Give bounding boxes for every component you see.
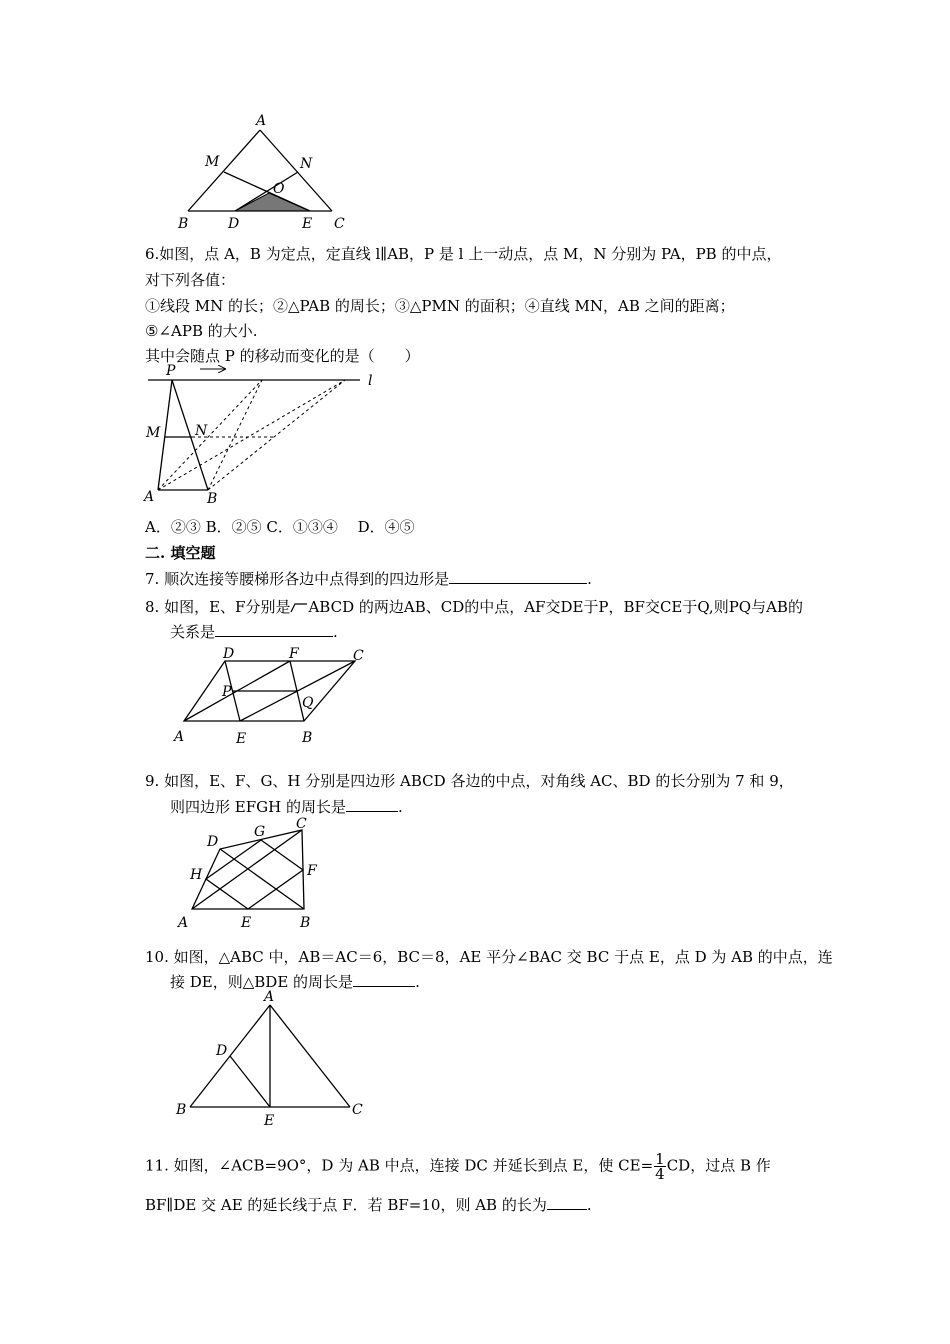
label-c: C	[296, 816, 307, 832]
q6-options: A．②③ B．②⑤ C．①③④ D．④⑤	[145, 518, 415, 536]
label-p: P	[166, 363, 176, 379]
q9-answer-blank[interactable]	[346, 797, 398, 812]
q8-answer-blank[interactable]	[215, 622, 333, 637]
label-b: B	[176, 1102, 187, 1118]
label-a: A	[264, 989, 275, 1005]
q11-line1	[145, 1152, 771, 1181]
q11-line2	[145, 1195, 592, 1215]
label-d: D	[207, 834, 219, 850]
figure-q5	[170, 112, 360, 234]
label-d: D	[228, 216, 240, 232]
q11-end: .	[586, 1196, 592, 1214]
q9-line1: 9. 如图，E、F、G、H 分别是四边形 ABCD 各边的中点，对角线 AC、BD 的长分别为 7 和 9，	[145, 772, 794, 790]
figure-q8	[170, 645, 380, 745]
q8-end: .	[333, 623, 338, 641]
label-e: E	[236, 731, 247, 747]
label-e: E	[302, 216, 313, 232]
q7-answer-blank[interactable]	[449, 569, 587, 584]
label-n: N	[195, 423, 208, 439]
label-h: H	[190, 867, 203, 883]
parallelogram-icon	[290, 603, 308, 613]
label-m: M	[146, 425, 161, 441]
q7-end: .	[587, 570, 592, 588]
figure-q10	[170, 988, 370, 1128]
label-o: O	[273, 181, 285, 197]
label-c: C	[334, 216, 345, 232]
label-e: E	[264, 1113, 275, 1129]
figure-q6	[140, 360, 390, 508]
label-f: F	[289, 646, 299, 662]
label-b: B	[178, 216, 189, 232]
q10-answer-blank[interactable]	[353, 972, 415, 987]
label-n: N	[300, 156, 313, 172]
label-c: C	[352, 1102, 363, 1118]
q11-answer-blank[interactable]	[547, 1195, 587, 1210]
q6-line5: 其中会随点 P 的移动而变化的是（ ）	[145, 347, 420, 365]
label-a: A	[144, 489, 155, 505]
label-b: B	[302, 730, 313, 746]
figure-q9	[172, 815, 332, 933]
q9-end: .	[397, 798, 403, 816]
q10-line1: 10. 如图，△ABC 中，AB＝AC＝6，BC＝8，AE 平分∠BAC 交 BC 于点 E，点 D 为 AB 的中点，连	[145, 948, 833, 966]
fraction-denominator: 4	[655, 1165, 665, 1183]
label-d: D	[223, 646, 235, 662]
label-a: A	[178, 915, 189, 931]
label-e: E	[241, 915, 252, 931]
label-a: A	[256, 113, 267, 129]
q8-line1	[145, 597, 803, 617]
q6-line3: ①线段 MN 的长；②△PAB 的周长；③△PMN 的面积；④直线 MN，AB 之间的距离；	[145, 297, 735, 315]
label-q: Q	[302, 695, 314, 711]
section-title: 二. 填空题	[145, 544, 216, 562]
label-c: C	[353, 648, 364, 664]
label-g: G	[254, 824, 266, 840]
q11-pre: 11. 如图，∠ACB=9O°，D 为 AB 中点，连接 DC 并延长到点 E，使 CE=	[145, 1156, 654, 1175]
q7-text	[145, 569, 592, 589]
label-p: P	[222, 684, 232, 700]
q6-line1: 6.如图，点 A，B 为定点，定直线 l∥AB，P 是 l 上一动点，点 M，N 分别为 PA，PB 的中点，	[145, 245, 782, 263]
q9-label: 则四边形 EFGH 的周长是	[170, 798, 346, 816]
label-f: F	[307, 863, 317, 879]
q8-label: 关系是	[170, 623, 216, 641]
q7-label: 7. 顺次连接等腰梯形各边中点得到的四边形是	[145, 570, 450, 588]
q8-pre: 8. 如图，E、F分别是	[145, 598, 291, 616]
fraction-numerator: 1	[655, 1150, 665, 1168]
q11-post: CD，过点 B 作	[666, 1156, 771, 1175]
q11-label: BF∥DE 交 AE 的延长线于点 F．若 BF=10，则 AB 的长为	[145, 1196, 547, 1214]
q10-end: .	[415, 973, 420, 991]
label-a: A	[174, 729, 185, 745]
q6-line2: 对下列各值：	[145, 271, 236, 289]
label-l: l	[368, 373, 373, 389]
fraction-one-quarter	[654, 1152, 666, 1181]
q9-line2	[170, 797, 403, 817]
q8-post: ABCD 的两边AB、CD的中点，AF交DE于P，BF交CE于Q,则PQ与AB的	[308, 598, 803, 616]
q8-line2	[170, 622, 338, 642]
q10-label: 接 DE，则△BDE 的周长是	[170, 973, 354, 991]
label-d: D	[216, 1043, 228, 1059]
q6-line4: ⑤∠APB 的大小.	[145, 322, 258, 340]
label-b: B	[207, 491, 218, 507]
label-b: B	[300, 915, 311, 931]
label-m: M	[205, 154, 220, 170]
